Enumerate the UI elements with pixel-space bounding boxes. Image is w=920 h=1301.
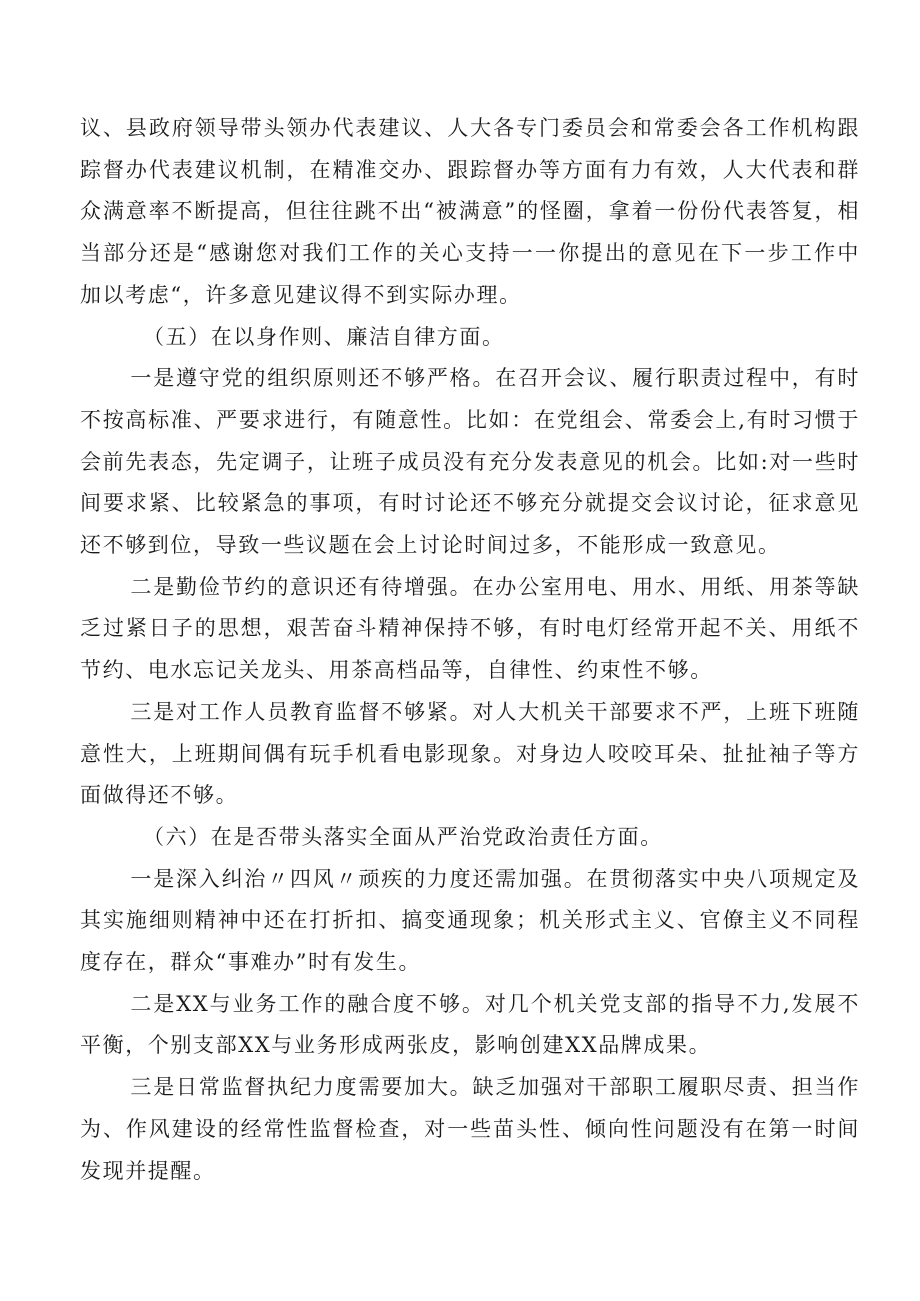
paragraph-integration: 二是XX与业务工作的融合度不够。对几个机关党支部的指导不力,发展不平衡，个别支部XX与业务形成两张皮，影响创建XX品牌成果。 (80, 991, 860, 1058)
section-heading-5: （五）在以身作则、廉洁自律方面。 (143, 324, 505, 349)
paragraph-organization-principle: 一是遵守党的组织原则还不够严格。在召开会议、履行职责过程中，有时不按高标准、严要求进行，有随意性。比如：在党组会、常委会上,有时习惯于会前先表态，先定调子，让班子成员没有充分发表意见的机会。比如:对一些时间要求紧、比较紧急的事项，有时讨论还不够充分就提交会议讨论，征求意见还不够到位，导致一些议题在会上讨论时间过多，不能形成一致意见。 (80, 366, 860, 558)
paragraph-four-winds: 一是深入纠治〃四风〃顽疾的力度还需加强。在贯彻落实中央八项规定及其实施细则精神中还在打折扣、搞变通现象；机关形式主义、官僚主义不同程度存在，群众“事难办”时有发生。 (80, 866, 860, 975)
paragraph-continuation: 议、县政府领导带头领办代表建议、人大各专门委员会和常委会各工作机构跟踪督办代表建议机制，在精准交办、跟踪督办等方面有力有效，人大代表和群众满意率不断提高，但往往跳不出“被满意”的怪圈，拿着一份份代表答复，相当部分还是“感谢您对我们工作的关心支持一一你提出的意见在下一步工作中加以考虑“，许多意见建议得不到实际办理。 (80, 116, 860, 307)
section-heading-6: （六）在是否带头落实全面从严治党政治责任方面。 (143, 824, 663, 849)
paragraph-frugality: 二是勤俭节约的意识还有待增强。在办公室用电、用水、用纸、用茶等缺乏过紧日子的思想，艰苦奋斗精神保持不够，有时电灯经常开起不关、用纸不节约、电水忘记关龙头、用茶高档品等，自律性、约束性不够。 (80, 574, 860, 683)
document-body (80, 108, 860, 1192)
paragraph-discipline-supervision: 三是日常监督执纪力度需要加大。缺乏加强对干部职工履职尽责、担当作为、作风建设的经常性监督检查，对一些苗头性、倾向性问题没有在第一时间发现并提醒。 (80, 1075, 860, 1183)
paragraph-staff-supervision: 三是对工作人员教育监督不够紧。对人大机关干部要求不严，上班下班随意性大，上班期间偶有玩手机看电影现象。对身边人咬咬耳朵、扯扯袖子等方面做得还不够。 (80, 699, 860, 808)
